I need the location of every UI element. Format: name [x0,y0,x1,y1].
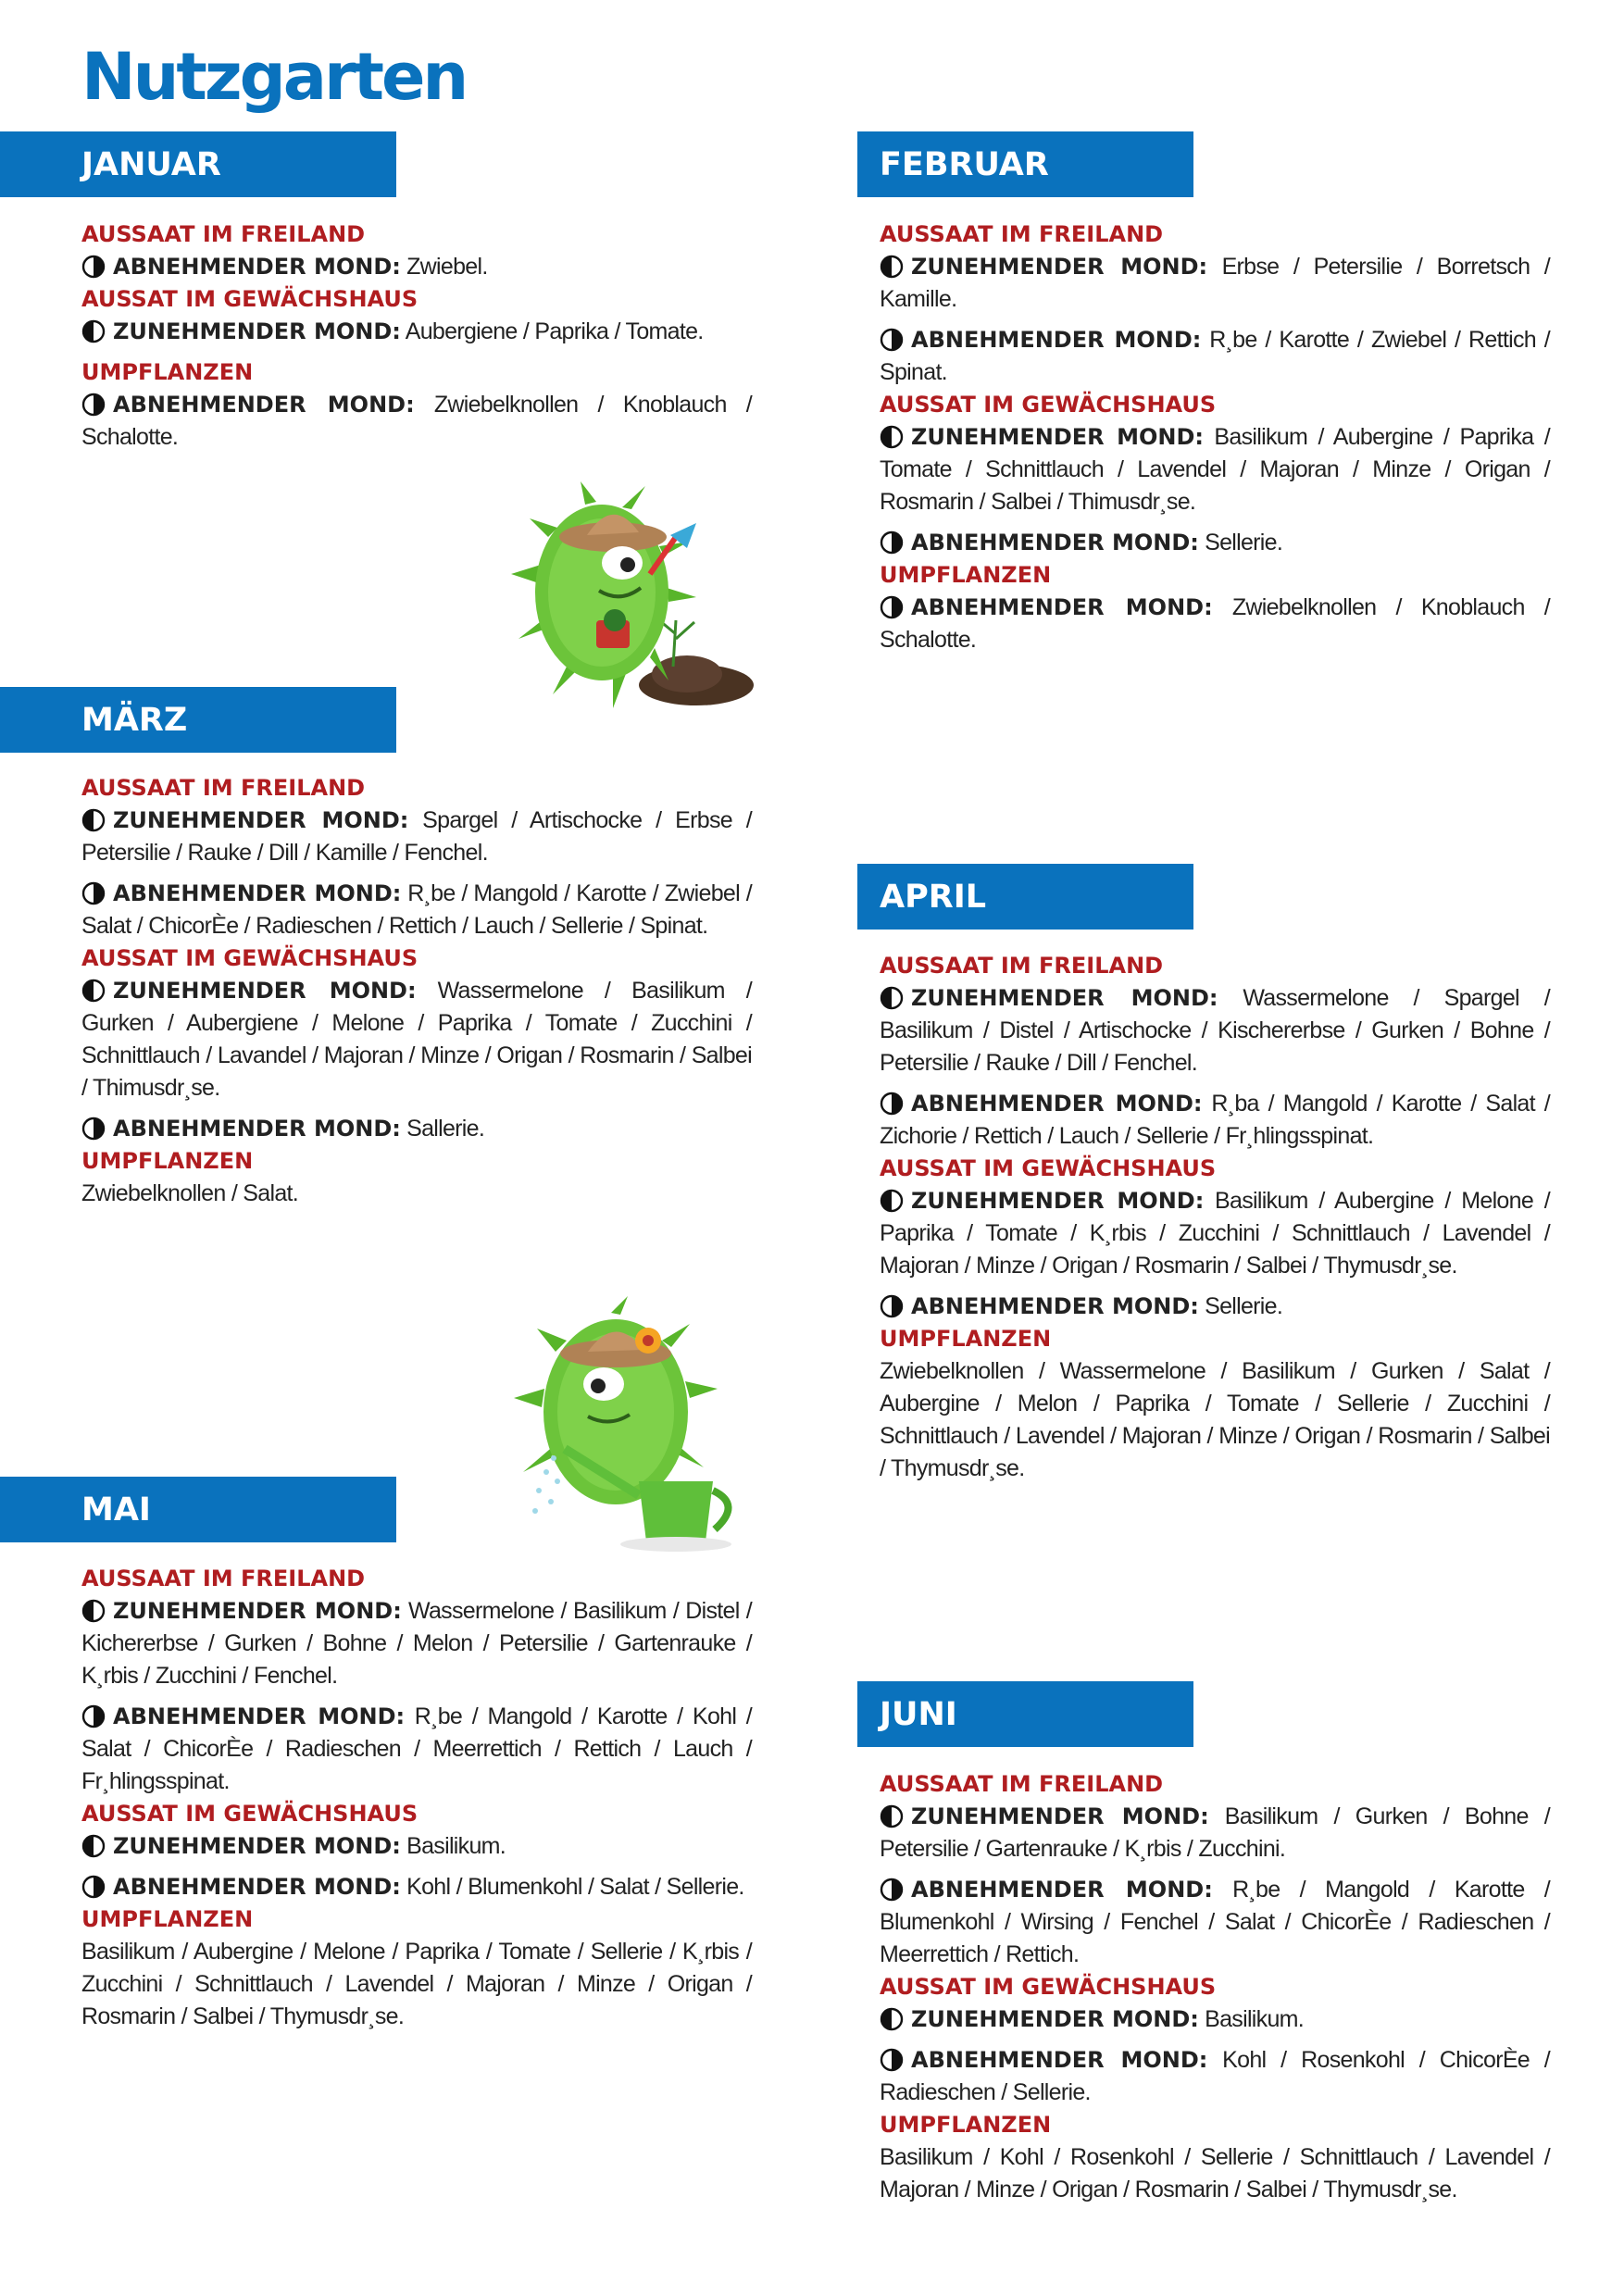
moon-entry [880,982,1550,1079]
plant-list: Zwiebelknollen / Wassermelone / Basilikum / Gurken / Salat / Aubergine / Melon / Paprika / Tomate / Sellerie / Zucchini / Schnittlauch / Lavendel / Majoran / Minze / Origan / Rosmarin / Salbei / Thymusdr¸se. [880,1358,1550,1481]
waning-moon-icon [880,595,904,619]
category-heading: AUSSAAT IM FREILAND [880,953,1164,979]
section-april [880,950,1550,1485]
waxing-moon-icon [880,2007,904,2031]
moon-entry [81,316,752,348]
plant-list: Wassermelone / Basilikum / Gurken / Aubergiene / Melone / Paprika / Tomate / Zucchini / Schnittlauch / Lavandel / Majoran / Minze / Origan / Rosmarin / Salbei / Thimusdr¸se. [81,978,753,1101]
moon-entry [880,1291,1550,1323]
waxing-moon-icon [880,986,904,1010]
moon-label: ABNEHMENDER MOND: [113,1703,406,1729]
category-heading: AUSSAAT IM FREILAND [81,221,366,247]
moon-entry [880,2044,1550,2109]
plant-list: Basilikum / Kohl / Rosenkohl / Sellerie / Schnittlauch / Lavendel / Majoran / Minze / Origan / Rosmarin / Salbei / Thymusdr¸se. [880,2144,1550,2202]
moon-entry [81,1871,752,1903]
moon-entry [880,1874,1550,1971]
waning-moon-icon [880,2048,904,2072]
category-heading: AUSSAAT IM FREILAND [81,775,366,801]
month-name: MÄRZ [81,701,188,739]
moon-entry [81,251,752,283]
category-heading: AUSSAT IM GEWÄCHSHAUS [880,1974,1217,2000]
moon-entry [880,324,1550,389]
plant-list: Aubergiene / Paprika / Tomate. [405,318,704,344]
month-header-mai [0,1477,396,1542]
plant-list: Kohl / Rosenkohl / ChicorÈe / Radieschen / Sellerie. [880,2047,1551,2105]
hedgehog-watering-illustration [500,1296,768,1555]
moon-label: ZUNEHMENDER MOND: [911,1188,1205,1214]
moon-label: ABNEHMENDER MOND: [911,1877,1213,1903]
moon-label: ZUNEHMENDER MOND: [113,807,409,833]
moon-entry [81,1701,752,1798]
plant-list: R¸be / Mangold / Karotte / Blumenkohl / Wirsing / Fenchel / Salat / ChicorÈe / Radieschen / Meerrettich / Rettich. [880,1877,1551,1967]
waxing-moon-icon [81,808,106,832]
moon-label: ZUNEHMENDER MOND: [113,1598,402,1624]
moon-label: ABNEHMENDER MOND: [911,327,1202,353]
moon-entry [880,251,1550,316]
moon-label: ZUNEHMENDER MOND: [113,978,417,1004]
category-heading: UMPFLANZEN [880,1326,1052,1352]
category-heading: AUSSAAT IM FREILAND [81,1566,366,1591]
category-heading: UMPFLANZEN [880,2112,1052,2138]
plant-list: Wassermelone / Spargel / Basilikum / Distel / Artischocke / Kischererbse / Gurken / Bohne / Petersilie / Rauke / Dill / Fenchel. [880,985,1550,1076]
moon-entry [81,1113,752,1145]
plant-list: Zwiebelknollen / Knoblauch / Schalotte. [81,392,753,450]
plant-list: R¸be / Mangold / Karotte / Kohl / Salat / ChicorÈe / Radieschen / Meerrettich / Rettich / Lauch / Fr¸hlingsspinat. [81,1703,753,1794]
plant-list: Basilikum. [1205,2006,1305,2032]
plant-list: Basilikum / Aubergine / Paprika / Tomate / Schnittlauch / Lavendel / Majoran / Minze / Origan / Rosmarin / Salbei / Thimusdr¸se. [880,424,1550,515]
hedgehog-gardener-illustration [511,481,761,713]
plant-list: Wassermelone / Basilikum / Distel / Kichererbse / Gurken / Bohne / Melon / Petersilie / Gartenrauke / K¸rbis / Zucchini / Fenchel. [81,1598,752,1689]
waning-moon-icon [81,1117,106,1141]
moon-label: ABNEHMENDER MOND: [113,880,402,906]
plant-list: Sallerie. [406,1116,485,1142]
section-maerz [81,772,752,1210]
waning-moon-icon [880,1092,904,1116]
moon-label: ABNEHMENDER MOND: [113,254,401,280]
section-januar [81,218,752,462]
plant-list: Basilikum / Aubergine / Melone / Paprika / Tomate / K¸rbis / Zucchini / Schnittlauch / Lavendel / Majoran / Minze / Origan / Rosmarin / Salbei / Thymusdr¸se. [880,1188,1550,1279]
moon-label: ZUNEHMENDER MOND: [911,985,1218,1011]
moon-label: ZUNEHMENDER MOND: [911,1803,1209,1829]
moon-entry [81,1830,752,1863]
moon-label: ABNEHMENDER MOND: [911,1293,1199,1319]
category-heading: AUSSAAT IM FREILAND [880,1771,1164,1797]
moon-label: ABNEHMENDER MOND: [113,392,415,418]
waning-moon-icon [880,1294,904,1318]
moon-entry [81,975,752,1104]
moon-entry [81,389,752,454]
plant-list: Zwiebelknollen / Knoblauch / Schalotte. [880,594,1551,653]
month-name: FEBRUAR [880,145,1049,183]
moon-entry [880,1185,1550,1282]
waning-moon-icon [81,1704,106,1728]
moon-entry [880,1088,1550,1153]
waxing-moon-icon [880,1189,904,1213]
category-heading: AUSSAT IM GEWÄCHSHAUS [81,286,418,312]
plant-list: Erbse / Petersilie / Borretsch / Kamille. [880,254,1550,312]
category-heading: AUSSAT IM GEWÄCHSHAUS [81,1801,418,1827]
moon-label: ZUNEHMENDER MOND: [113,1833,401,1859]
moon-entry [81,878,752,942]
plant-list: Sellerie. [1205,530,1283,555]
plant-list: Sellerie. [1205,1293,1283,1319]
waxing-moon-icon [880,1804,904,1828]
section-juni [880,1768,1550,2206]
waxing-moon-icon [81,1834,106,1858]
plant-list: Kohl / Blumenkohl / Salat / Sellerie. [406,1874,744,1900]
month-name: MAI [81,1491,151,1529]
month-name: JANUAR [81,145,221,183]
plant-list: Basilikum. [406,1833,506,1859]
month-header-maerz [0,687,396,753]
waxing-moon-icon [880,425,904,449]
moon-label: ABNEHMENDER MOND: [911,594,1213,620]
moon-entry [880,421,1550,518]
page-title: Nutzgarten [81,39,467,115]
waning-moon-icon [880,530,904,555]
plant-list: Zwiebel. [406,254,488,280]
waxing-moon-icon [81,979,106,1003]
moon-label: ABNEHMENDER MOND: [911,1091,1203,1117]
waxing-moon-icon [81,1599,106,1623]
plant-list: R¸be / Mangold / Karotte / Zwiebel / Salat / ChicorÈe / Radieschen / Rettich / Lauch / Sellerie / Spinat. [81,880,753,939]
moon-label: ABNEHMENDER MOND: [113,1116,401,1142]
month-header-januar [0,131,396,197]
moon-label: ABNEHMENDER MOND: [113,1874,401,1900]
month-header-februar [857,131,1193,197]
category-heading: AUSSAAT IM FREILAND [880,221,1164,247]
waxing-moon-icon [81,319,106,343]
category-heading: AUSSAT IM GEWÄCHSHAUS [880,1155,1217,1181]
category-heading: UMPFLANZEN [81,1148,254,1174]
moon-label: ZUNEHMENDER MOND: [911,2006,1199,2032]
moon-entry [880,527,1550,559]
waning-moon-icon [81,393,106,417]
moon-label: ABNEHMENDER MOND: [911,530,1199,555]
moon-label: ABNEHMENDER MOND: [911,2047,1208,2073]
plant-list: Zwiebelknollen / Salat. [81,1180,299,1206]
section-februar [880,218,1550,665]
month-name: APRIL [880,878,987,916]
plant-list: Basilikum / Aubergine / Melone / Paprika / Tomate / Sellerie / K¸rbis / Zucchini / Schnittlauch / Lavendel / Majoran / Minze / Origan / Rosmarin / Salbei / Thymusdr¸se. [81,1939,752,2029]
moon-label: ZUNEHMENDER MOND: [911,254,1208,280]
month-header-juni [857,1681,1193,1747]
plant-list: R¸be / Karotte / Zwiebel / Rettich / Spinat. [880,327,1550,385]
month-header-april [857,864,1193,930]
waning-moon-icon [880,328,904,352]
month-name: JUNI [880,1695,957,1733]
plant-list: Spargel / Artischocke / Erbse / Petersilie / Rauke / Dill / Kamille / Fenchel. [81,807,752,866]
waxing-moon-icon [880,255,904,279]
moon-label: ZUNEHMENDER MOND: [113,318,401,344]
plant-list: R¸ba / Mangold / Karotte / Salat / Zichorie / Rettich / Lauch / Sellerie / Fr¸hlingsspinat. [880,1091,1550,1149]
moon-entry [81,1595,752,1692]
moon-entry [81,805,752,869]
category-heading: AUSSAT IM GEWÄCHSHAUS [81,945,418,971]
moon-label: ZUNEHMENDER MOND: [911,424,1205,450]
moon-entry [880,1801,1550,1866]
waning-moon-icon [81,255,106,279]
waning-moon-icon [880,1878,904,1902]
category-heading: UMPFLANZEN [880,562,1052,588]
moon-entry [880,592,1550,656]
category-heading: AUSSAT IM GEWÄCHSHAUS [880,392,1217,418]
section-mai [81,1563,752,2033]
category-heading: UMPFLANZEN [81,1906,254,1932]
moon-entry [880,2003,1550,2036]
waning-moon-icon [81,1875,106,1899]
category-heading: UMPFLANZEN [81,359,254,385]
plant-list: Basilikum / Gurken / Bohne / Petersilie / Gartenrauke / K¸rbis / Zucchini. [880,1803,1550,1862]
waning-moon-icon [81,881,106,905]
